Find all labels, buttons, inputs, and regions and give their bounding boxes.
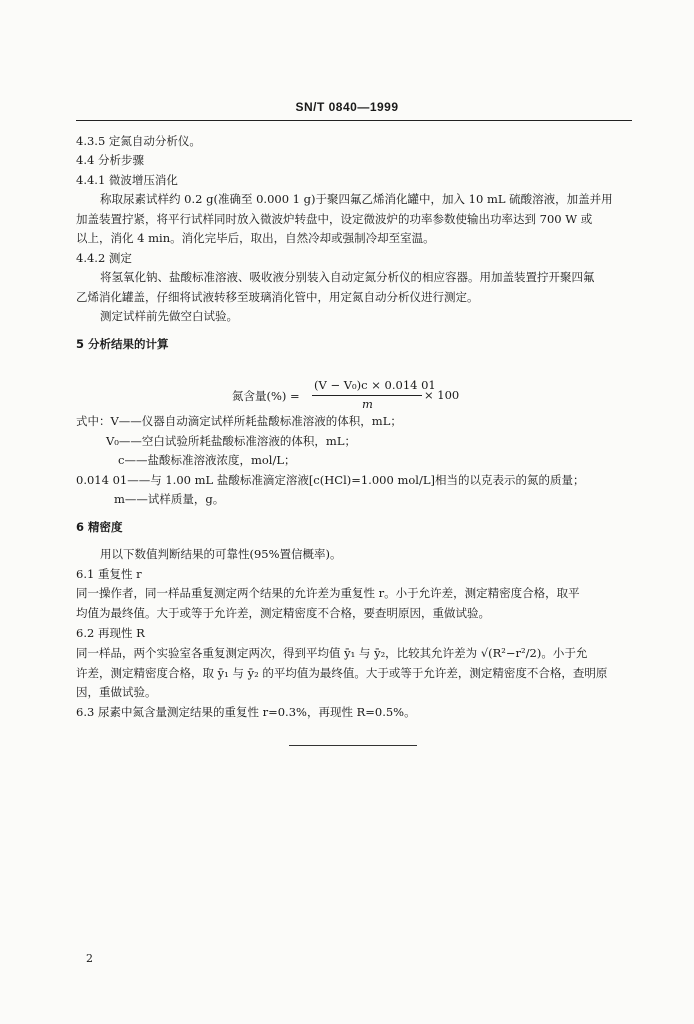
paragraph-line: 许差，测定精密度合格，取 ȳ₁ 与 ȳ₂ 的平均值为最终值。大于或等于允许差，测定精密度不合格，查明原 [76, 666, 608, 680]
paragraph-line: 因，重做试验。 [76, 685, 157, 699]
paragraph-line: 测定试样前先做空白试验。 [100, 309, 238, 323]
page-number: 2 [86, 952, 93, 965]
end-rule [289, 745, 417, 746]
section-4-4-2-heading: 4.4.2 测定 [76, 251, 132, 265]
fraction-bar [312, 395, 422, 396]
paragraph-line: 乙烯消化罐盖，仔细将试液转移至玻璃消化管中，用定氮自动分析仪进行测定。 [76, 290, 479, 304]
page-header: SN/T 0840—1999 [295, 100, 399, 114]
section-6-heading: 6 精密度 [76, 520, 123, 534]
section-4-4-1-heading: 4.4.1 微波增压消化 [76, 173, 178, 187]
section-6-1-heading: 6.1 重复性 r [76, 567, 142, 581]
definition-line: c——盐酸标准溶液浓度，mol/L； [118, 453, 296, 467]
paragraph-line: 用以下数值判断结果的可靠性(95%置信概率)。 [100, 547, 342, 561]
section-6-2-heading: 6.2 再现性 R [76, 626, 145, 640]
paragraph-line: 加盖装置拧紧，将平行试样同时放入微波炉转盘中，设定微波炉的功率参数使输出功率达到 700 W 或 [76, 212, 593, 226]
definition-line: 0.014 01——与 1.00 mL 盐酸标准滴定溶液[c(HCl)=1.000 mol/L]相当的以克表示的氮的质量； [76, 473, 585, 487]
paragraph-line: 同一样品，两个实验室各重复测定两次，得到平均值 ȳ₁ 与 ȳ₂，比较其允许差为 √(R²−r²/2)。小于允 [76, 646, 588, 660]
paragraph-line: 均值为最终值。大于或等于允许差，测定精密度不合格，要查明原因，重做试验。 [76, 606, 490, 620]
paragraph-line: 将氢氧化钠、盐酸标准溶液、吸收液分别装入自动定氮分析仪的相应容器。用加盖装置拧开聚四氟 [100, 270, 595, 284]
header-rule [76, 120, 632, 121]
where-line: 式中：V——仪器自动滴定试样所耗盐酸标准溶液的体积，mL； [76, 414, 402, 428]
nitrogen-formula [232, 380, 472, 416]
definition-line: m——试样质量，g。 [114, 492, 225, 506]
paragraph-line: 同一操作者，同一样品重复测定两个结果的允许差为重复性 r。小于允许差，测定精密度合格，取平 [76, 586, 580, 600]
section-4-3-5: 4.3.5 定氮自动分析仪。 [76, 134, 201, 148]
section-6-3-line: 6.3 尿素中氮含量测定结果的重复性 r=0.3%，再现性 R=0.5%。 [76, 705, 416, 719]
formula-label: 氮含量(%) = [232, 389, 300, 403]
formula-denominator: m [362, 397, 373, 411]
formula-multiplier: × 100 [424, 388, 460, 402]
definition-line: V₀——空白试验所耗盐酸标准溶液的体积，mL； [106, 434, 356, 448]
paragraph-line: 称取尿素试样约 0.2 g(准确至 0.000 1 g)于聚四氟乙烯消化罐中，加入 10 mL 硫酸溶液，加盖并用 [100, 192, 613, 206]
section-5-heading: 5 分析结果的计算 [76, 337, 169, 351]
formula-numerator: (V − V₀)c × 0.014 01 [314, 378, 436, 392]
section-4-4-heading: 4.4 分析步骤 [76, 153, 144, 167]
paragraph-line: 以上，消化 4 min。消化完毕后，取出，自然冷却或强制冷却至室温。 [76, 231, 435, 245]
